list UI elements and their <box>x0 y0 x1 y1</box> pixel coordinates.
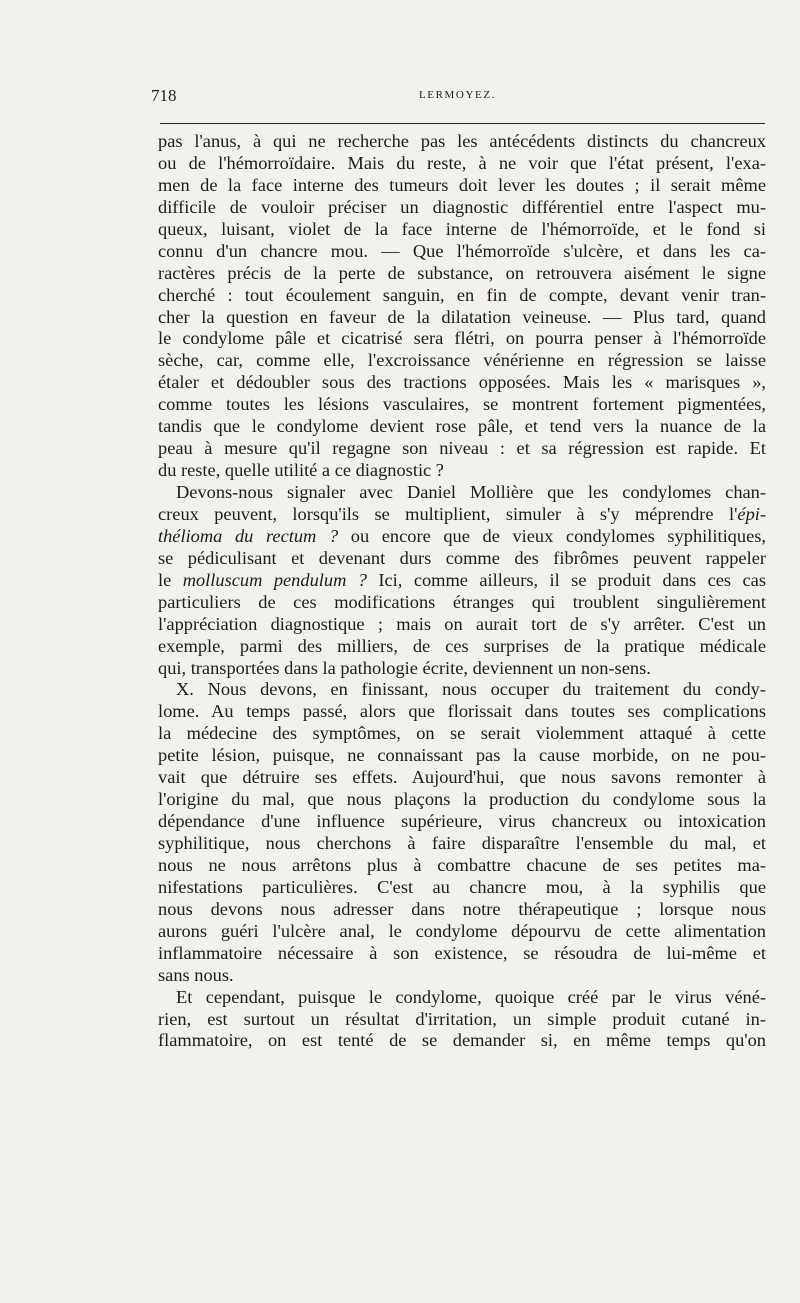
text-line <box>158 153 766 175</box>
line-text: la médecine des symptômes, on se serait violemment attaqué à cette <box>158 723 766 744</box>
text-line <box>158 592 766 614</box>
text-line <box>158 921 766 943</box>
line-text: se pédiculisant et devenant durs comme des fibrômes peuvent rappeler <box>158 547 766 568</box>
text-line <box>158 877 766 899</box>
text-line <box>158 175 766 197</box>
text-line <box>158 789 766 811</box>
text-line <box>158 658 766 680</box>
text-line <box>158 899 766 921</box>
page-header <box>151 86 764 110</box>
line-text: vait que détruire ses effets. Aujourd'hui, que nous savons remonter à <box>158 767 766 788</box>
text-line <box>158 350 766 372</box>
italic-text: molluscum pendulum ? <box>182 569 367 590</box>
text-line <box>158 811 766 833</box>
line-text: particuliers de ces modifications étranges qui troublent singulièrement <box>158 591 766 612</box>
line-text: syphilitique, nous cherchons à faire disparaître l'ensemble du mal, et <box>158 833 766 853</box>
text-line <box>158 460 766 482</box>
italic-text: thélioma du rectum ? <box>158 525 339 546</box>
text-line <box>158 570 766 592</box>
text-line <box>158 636 766 658</box>
text-line <box>158 679 766 701</box>
text-line <box>158 833 766 855</box>
text-line <box>158 482 766 504</box>
line-text: tandis que le condylome devient rose pâle, et tend vers la nuance de la <box>158 416 766 437</box>
text-line <box>158 723 766 745</box>
line-text: inflammatoire nécessaire à son existence, se résoudra de lui-même et <box>158 942 766 963</box>
line-text: l'origine du mal, que nous plaçons la production du condylome sous la <box>158 789 766 810</box>
line-text: X. Nous devons, en finissant, nous occuper du traitement du condy- <box>176 679 766 700</box>
line-text: cher la question en faveur de la dilatation veineuse. — Plus tard, quand <box>158 306 766 327</box>
running-title: LERMOYEZ. <box>418 89 497 101</box>
line-text: flammatoire, on est tenté de se demander si, en même temps qu'on <box>158 1030 766 1051</box>
text-line <box>158 131 766 153</box>
line-text: Devons-nous signaler avec Daniel Mollière que les condylomes chan- <box>176 482 766 502</box>
text-line <box>158 416 766 438</box>
text-line <box>158 285 766 307</box>
line-text: nous devons nous adresser dans notre thérapeutique ; lorsque nous <box>158 898 766 919</box>
text-line <box>158 855 766 877</box>
text-line <box>158 1030 766 1052</box>
line-text: aurons guéri l'ulcère anal, le condylome dépourvu de cette alimentation <box>158 920 766 941</box>
line-text: rien, est surtout un résultat d'irritation, un simple produit cutané in- <box>158 1008 766 1029</box>
line-text: exemple, parmi des milliers, de ces surprises de la pratique médicale <box>158 635 766 656</box>
header-rule <box>160 123 765 124</box>
text-line <box>158 1009 766 1031</box>
line-text: Et cependant, puisque le condylome, quoique créé par le virus véné- <box>176 986 766 1007</box>
line-text: pas l'anus, à qui ne recherche pas les antécédents distincts du chancreux <box>158 131 766 151</box>
text-line <box>158 767 766 789</box>
italic-text: épi- <box>737 503 766 524</box>
line-text: le condylome pâle et cicatrisé sera flétri, on pourra penser à l'hémorroïde <box>158 328 766 349</box>
line-text: men de la face interne des tumeurs doit lever les doutes ; il serait même <box>158 174 766 195</box>
text-line <box>158 372 766 394</box>
text-line <box>158 548 766 570</box>
text-line <box>158 328 766 350</box>
text-line <box>158 438 766 460</box>
line-text: du reste, quelle utilité a ce diagnostic ? <box>158 460 444 481</box>
line-text: nous ne nous arrêtons plus à combattre chacune de ses petites ma- <box>158 854 766 875</box>
body-text <box>158 131 766 1052</box>
line-text: cherché : tout écoulement sanguin, en fin de compte, devant venir tran- <box>158 284 766 305</box>
line-text: sans nous. <box>158 964 234 985</box>
line-text: nifestations particulières. C'est au chancre mou, à la syphilis que <box>158 876 766 897</box>
line-text: qui, transportées dans la pathologie écrite, deviennent un non-sens. <box>158 657 651 678</box>
text-line <box>158 241 766 263</box>
text-line <box>158 197 766 219</box>
line-text: petite lésion, puisque, ne connaissant pas la cause morbide, on ne pou- <box>158 745 766 766</box>
line-text: ractères précis de la perte de substance, on retrouvera aisément le signe <box>158 262 766 283</box>
line-text: l'appréciation diagnostique ; mais on aurait tort de s'y arrêter. C'est un <box>158 613 766 634</box>
line-text: ou encore que de vieux condylomes syphilitiques, <box>338 525 766 546</box>
text-line <box>158 219 766 241</box>
line-text: difficile de vouloir préciser un diagnostic différentiel entre l'aspect mu- <box>158 196 766 217</box>
text-line <box>158 987 766 1009</box>
text-line <box>158 943 766 965</box>
text-line <box>158 504 766 526</box>
text-line <box>158 965 766 987</box>
line-text: connu d'un chancre mou. — Que l'hémorroïde s'ulcère, et dans les ca- <box>158 240 766 261</box>
line-text: sèche, car, comme elle, l'excroissance vénérienne en régression se laisse <box>158 350 766 371</box>
text-line <box>158 745 766 767</box>
line-text: queux, luisant, violet de la face interne de l'hémorroïde, et le fond si <box>158 218 766 239</box>
text-line <box>158 614 766 636</box>
text-line <box>158 263 766 285</box>
line-text: ou de l'hémorroïdaire. Mais du reste, à ne voir que l'état présent, l'exa- <box>158 152 766 173</box>
line-text: peau à mesure qu'il regagne son niveau : et sa régression est rapide. Et <box>158 438 766 459</box>
line-text: le <box>158 569 183 590</box>
page-number: 718 <box>151 86 177 105</box>
line-text: dépendance d'une influence supérieure, virus chancreux ou intoxication <box>158 811 766 832</box>
text-line <box>158 307 766 329</box>
line-text: creux peuvent, lorsqu'ils se multiplient, simuler à s'y méprendre l' <box>158 503 738 524</box>
line-text: étaler et dédoubler sous des tractions opposées. Mais les « marisques », <box>158 372 766 393</box>
text-line <box>158 526 766 548</box>
line-text: Ici, comme ailleurs, il se produit dans ces cas <box>366 569 766 590</box>
line-text: comme toutes les lésions vasculaires, se montrent fortement pigmentées, <box>158 394 766 415</box>
text-line <box>158 701 766 723</box>
line-text: lome. Au temps passé, alors que florissait dans toutes ses complications <box>158 701 766 722</box>
text-line <box>158 394 766 416</box>
